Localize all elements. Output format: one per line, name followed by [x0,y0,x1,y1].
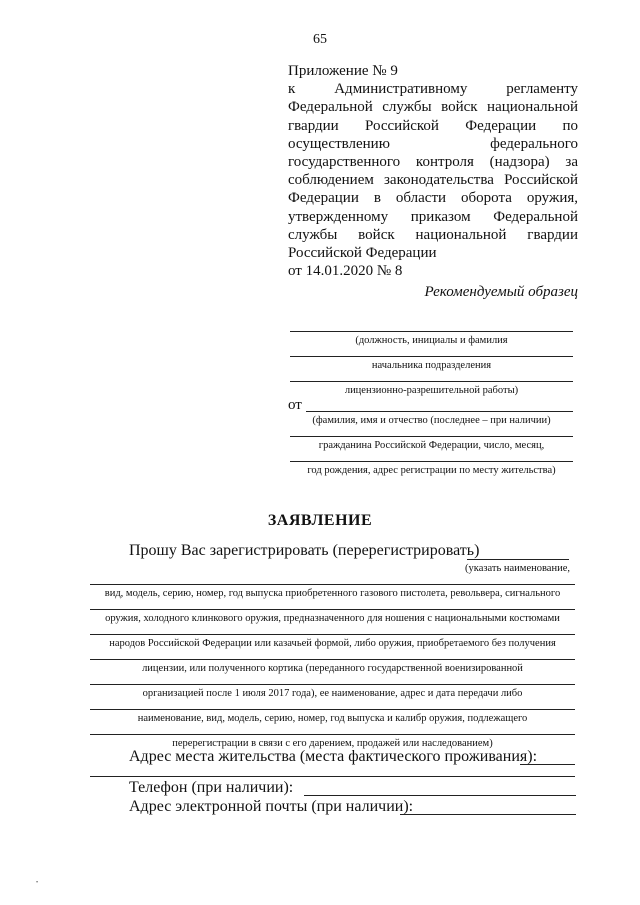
weapon-info-line [90,609,575,610]
addressee-caption: лицензионно-разрешительной работы) [344,385,519,396]
appendix-line: государственного контроля (надзора) за [288,153,578,170]
weapon-caption: народов Российской Федерации или казачьей формой, либо оружия, приобретаемого без получения [109,638,556,649]
email-label: Адрес электронной почты (при наличии): [129,798,414,815]
phone-label: Телефон (при наличии): [129,779,294,796]
weapon-info-line [90,709,575,710]
addressee-caption: начальника подразделения [371,360,492,371]
weapon-info-line [90,584,575,585]
weapon-caption: перерегистрации в связи с его дарением, продажей или наследованием) [172,738,493,749]
appendix-line: Российской Федерации [288,244,437,261]
weapon-caption: организацией после 1 июля 2017 года), ее наименование, адрес и дата передачи либо [142,688,523,699]
applicant-caption: (фамилия, имя и отчество (последнее – при наличии) [312,415,551,426]
addressee-line [290,331,573,332]
weapon-info-line [90,634,575,635]
appendix-line: к Административному регламенту [288,81,578,98]
document-title: ЗАЯВЛЕНИЕ [267,512,373,529]
weapon-caption: лицензии, или полученного кортика (переданного государственной военизированной [142,663,523,674]
email-input-line[interactable] [400,814,576,815]
request-text: Прошу Вас зарегистрировать (перерегистрировать) [129,542,480,559]
appendix-line: Приложение № 9 [288,63,398,79]
appendix-line: гвардии Российской Федерации по [288,117,578,134]
appendix-line: от 14.01.2020 № 8 [288,263,403,280]
addressee-caption: (должность, инициалы и фамилия [355,335,508,346]
applicant-name-line [306,411,573,412]
address-input-line[interactable] [520,764,575,765]
scan-speck: • [36,880,39,886]
weapon-caption: (указать наименование, [465,563,570,574]
weapon-info-line [90,659,575,660]
weapon-info-line [90,684,575,685]
applicant-line [290,461,573,462]
applicant-line [290,436,573,437]
weapon-caption: оружия, холодного клинкового оружия, предназначенного для ношения с национальными костюмами [105,613,560,624]
recommended-sample-label: Рекомендуемый образец [424,284,578,300]
weapon-caption: вид, модель, серию, номер, год выпуска приобретенного газового пистолета, револьвера, сигнального [104,588,561,599]
appendix-line: Федеральной службы войск национальной [288,99,578,116]
phone-input-line[interactable] [304,795,576,796]
appendix-line: соблюдением законодательства Российской [288,172,578,189]
appendix-line: Федерации в области оборота оружия, [288,190,578,207]
weapon-info-line [467,559,569,560]
weapon-caption: наименование, вид, модель, серию, номер, год выпуска и калибр оружия, подлежащего [137,713,528,724]
appendix-line: осуществлению федерального [288,135,578,152]
appendix-line: утвержденному приказом Федеральной [288,208,578,225]
weapon-info-line [90,734,575,735]
page-number: 65 [313,32,327,47]
address-label: Адрес места жительства (места фактического проживания): [129,748,538,765]
applicant-caption: гражданина Российской Федерации, число, месяц, [318,440,545,451]
addressee-line [290,381,573,382]
addressee-line [290,356,573,357]
address-input-line[interactable] [90,776,575,777]
appendix-block [288,62,578,280]
from-label: от [288,397,302,413]
appendix-line: службы войск национальной гвардии [288,226,578,243]
applicant-caption: год рождения, адрес регистрации по месту жительства) [307,465,556,476]
